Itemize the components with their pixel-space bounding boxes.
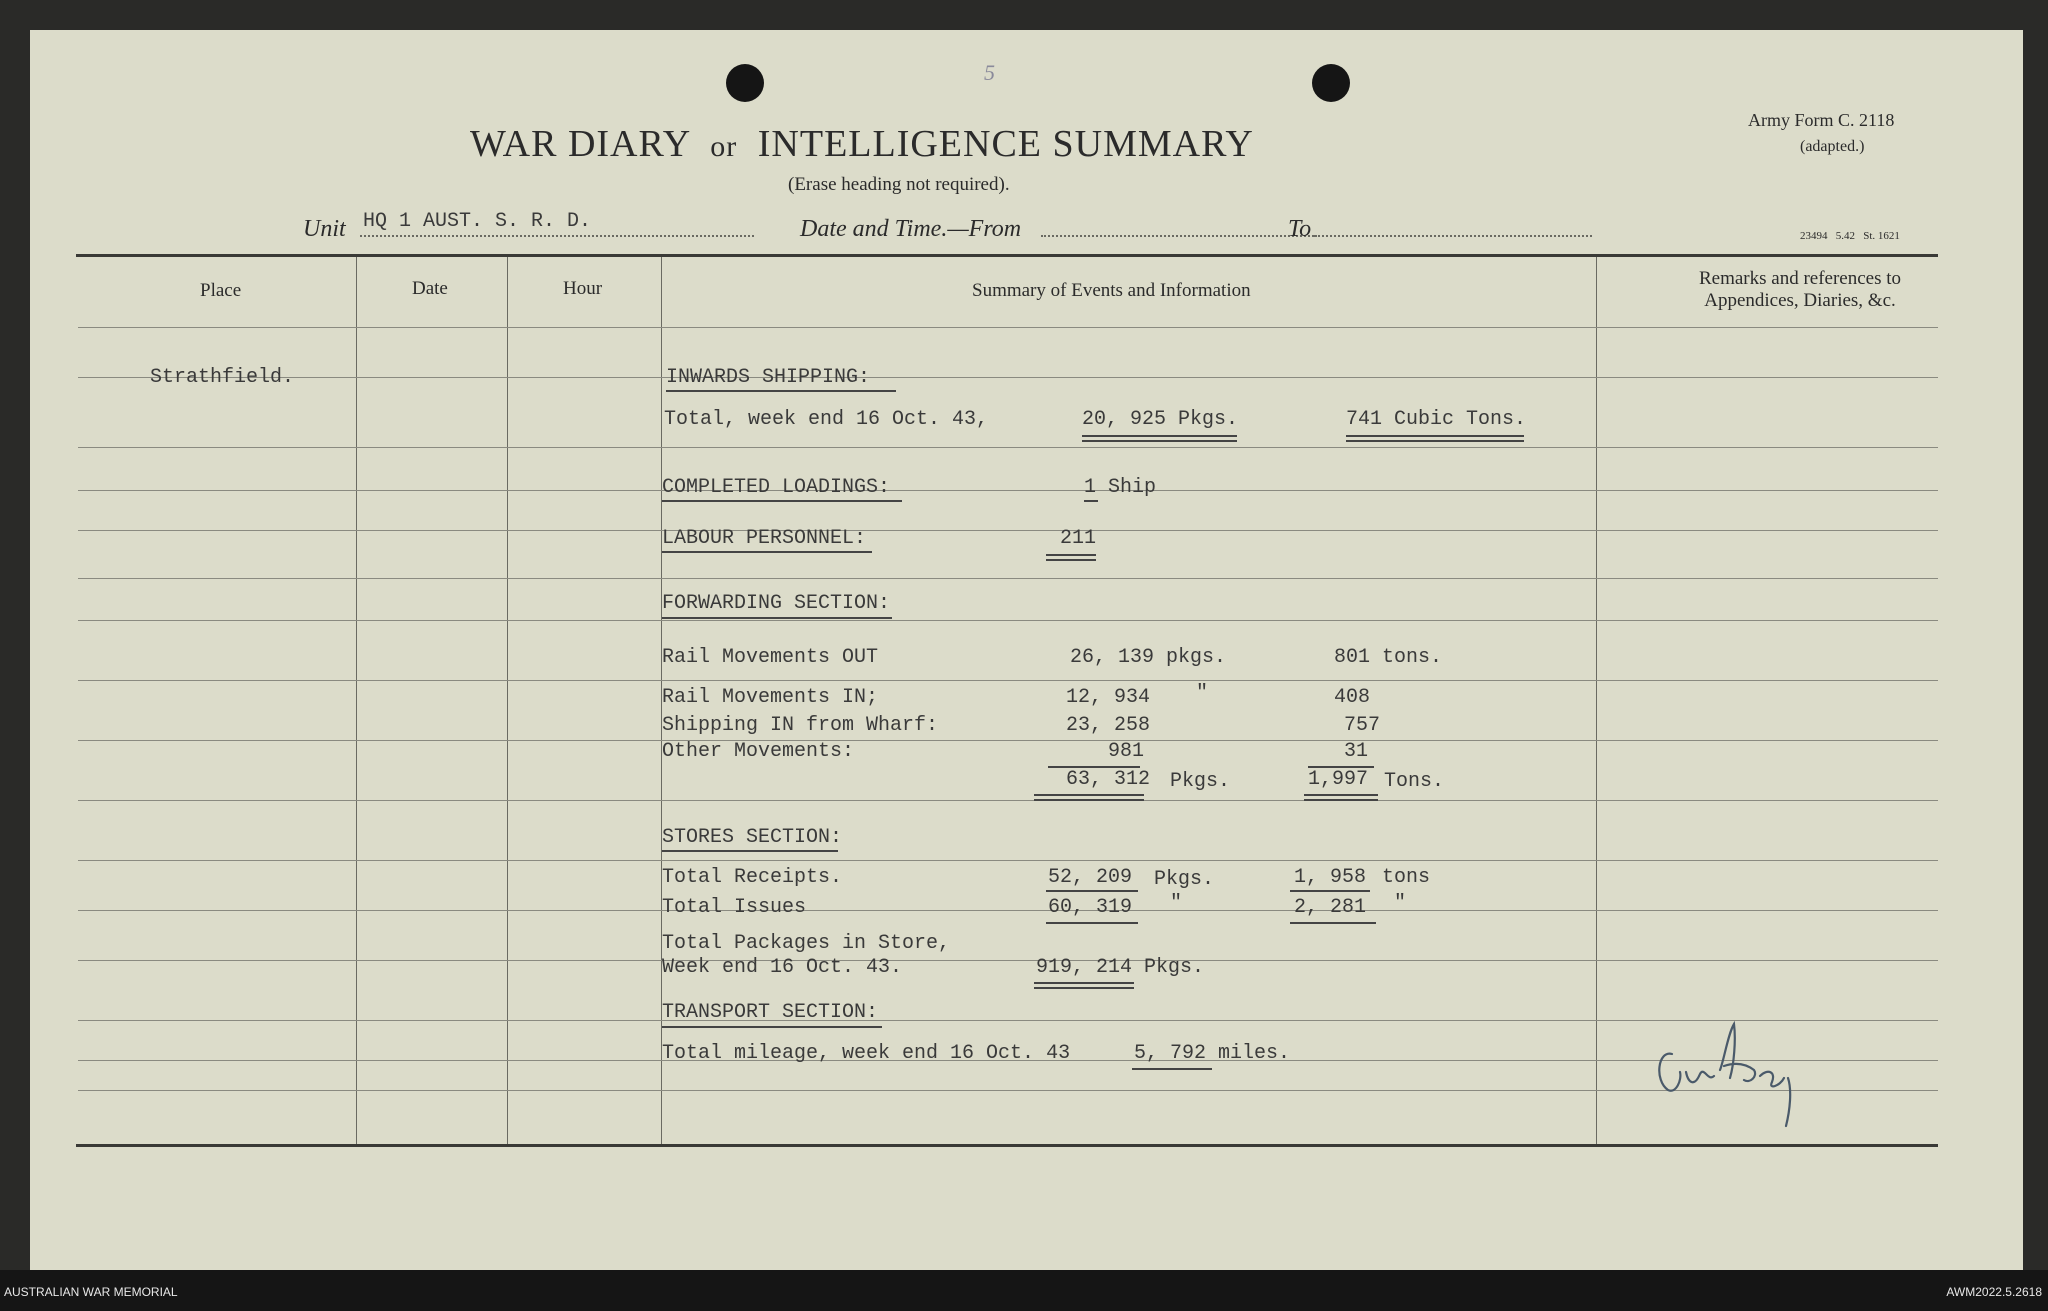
inwards-tons: 741 Cubic Tons.	[1346, 408, 1527, 431]
fwd-row-3-label: Shipping IN from Wharf:	[662, 714, 939, 737]
inwards-heading: INWARDS SHIPPING:	[666, 366, 871, 389]
stores-issues-tons: 2, 281	[1294, 896, 1367, 919]
place-entry: Strathfield.	[150, 366, 295, 389]
underline	[1304, 794, 1378, 796]
underline	[1034, 799, 1144, 801]
stores-in-store-value: 919, 214 Pkgs.	[1036, 956, 1205, 979]
underline	[1290, 922, 1376, 924]
underline	[662, 617, 892, 619]
stores-receipts-unit: Pkgs.	[1154, 868, 1215, 891]
to-dotted-line	[1314, 235, 1592, 237]
transport-label: Total mileage, week end 16 Oct. 43	[662, 1042, 1071, 1065]
ruled-line	[78, 860, 1938, 861]
unit-dotted-line	[360, 235, 754, 237]
underline	[1046, 890, 1138, 892]
form-id: Army Form C. 2118	[1748, 110, 1895, 130]
form-adapted: (adapted.)	[1800, 138, 1865, 155]
fwd-row-4-label: Other Movements:	[662, 740, 855, 763]
underline	[1084, 500, 1098, 502]
underline	[662, 850, 838, 852]
underline	[1304, 799, 1378, 801]
ruled-line	[78, 680, 1938, 681]
underline	[1082, 440, 1237, 442]
fwd-total-tons: 1,997	[1308, 768, 1369, 791]
fwd-row-4-pkgs: 981	[1108, 740, 1145, 763]
ruled-line	[78, 530, 1938, 531]
header-remarks-line2: Appendices, Diaries, &c.	[1704, 290, 1896, 311]
stores-issues-pkgs: 60, 319	[1048, 896, 1133, 919]
header-remarks-line1: Remarks and references to	[1698, 268, 1902, 289]
fwd-row-2-ditto: "	[1196, 682, 1209, 705]
header-date: Date	[412, 278, 448, 299]
underline	[1046, 554, 1096, 556]
punch-hole-left	[726, 64, 764, 102]
forwarding-heading: FORWARDING SECTION:	[662, 592, 891, 615]
war-diary-form	[30, 30, 2023, 1270]
transport-value: 5, 792	[1134, 1042, 1207, 1065]
transport-unit: miles.	[1218, 1042, 1291, 1065]
underline	[1346, 440, 1524, 442]
underline	[1034, 794, 1144, 796]
footer-right: AWM2022.5.2618	[1946, 1285, 2042, 1299]
fwd-row-1-label: Rail Movements OUT	[662, 646, 879, 669]
stores-issues-label: Total Issues	[662, 896, 807, 919]
erase-note: (Erase heading not required).	[788, 174, 1010, 195]
completed-heading: COMPLETED LOADINGS:	[662, 476, 891, 499]
fwd-row-2-tons: 408	[1334, 686, 1371, 709]
inwards-label: Total, week end 16 Oct. 43,	[664, 408, 989, 431]
fwd-row-4-tons: 31	[1344, 740, 1369, 763]
footer-bar	[0, 1270, 2048, 1311]
fwd-row-3-tons: 757	[1344, 714, 1381, 737]
unit-label: Unit	[303, 216, 346, 242]
stores-receipts-pkgs: 52, 209	[1048, 866, 1133, 889]
underline	[662, 500, 902, 502]
punch-hole-right	[1312, 64, 1350, 102]
underline	[1132, 1068, 1212, 1070]
table-bottom-rule	[76, 1144, 1938, 1147]
fwd-row-3-pkgs: 23, 258	[1066, 714, 1151, 737]
stores-receipts-label: Total Receipts.	[662, 866, 843, 889]
header-summary: Summary of Events and Information	[972, 280, 1251, 301]
title-war-diary: WAR DIARY	[470, 123, 690, 165]
page-number: 5	[984, 60, 995, 85]
labour-heading: LABOUR PERSONNEL:	[662, 527, 867, 550]
col-divider-place	[356, 257, 357, 1144]
stores-receipts-tons-unit: tons	[1382, 866, 1431, 889]
underline	[1046, 559, 1096, 561]
transport-heading: TRANSPORT SECTION:	[662, 1001, 879, 1024]
col-divider-summary	[1596, 257, 1597, 1144]
underline	[1034, 982, 1134, 984]
stores-heading: STORES SECTION:	[662, 826, 843, 849]
unit-value: HQ 1 AUST. S. R. D.	[363, 210, 592, 233]
completed-value: 1 Ship	[1084, 476, 1157, 499]
ruled-line	[78, 327, 1938, 328]
signature	[1650, 1020, 1820, 1130]
underline	[662, 551, 872, 553]
fwd-row-2-pkgs: 12, 934	[1066, 686, 1151, 709]
form-title	[470, 122, 1254, 166]
ruled-line	[78, 740, 1938, 741]
ruled-line	[78, 377, 1938, 378]
fwd-row-1-tons: 801 tons.	[1334, 646, 1443, 669]
ruled-line	[78, 490, 1938, 491]
date-time-label: Date and Time.—From	[800, 216, 1022, 242]
title-or: or	[710, 130, 738, 163]
fwd-row-2-label: Rail Movements IN;	[662, 686, 879, 709]
ruled-line	[78, 800, 1938, 801]
ruled-line	[78, 910, 1938, 911]
print-code: 23494 5.42 St. 1621	[1800, 230, 1900, 242]
ruled-line	[78, 960, 1938, 961]
ruled-line	[78, 578, 1938, 579]
to-label: To	[1288, 216, 1312, 242]
stores-receipts-tons: 1, 958	[1294, 866, 1367, 889]
fwd-total-pkgs: 63, 312	[1066, 768, 1151, 791]
from-dotted-line	[1041, 235, 1317, 237]
labour-value: 211	[1060, 527, 1097, 550]
stores-week-label: Week end 16 Oct. 43.	[662, 956, 903, 979]
header-hour: Hour	[563, 278, 603, 299]
header-remarks	[1650, 268, 1950, 312]
underline	[1034, 987, 1134, 989]
underline	[1082, 435, 1237, 437]
underline	[666, 390, 896, 392]
underline	[662, 1026, 882, 1028]
ruled-line	[78, 620, 1938, 621]
underline	[1290, 890, 1370, 892]
ruled-line	[78, 447, 1938, 448]
title-intelligence-summary: INTELLIGENCE SUMMARY	[757, 123, 1254, 165]
col-divider-date	[507, 257, 508, 1144]
stores-issues-ditto: "	[1170, 892, 1183, 915]
underline	[1046, 922, 1138, 924]
header-place: Place	[200, 280, 242, 301]
fwd-row-1-pkgs: 26, 139 pkgs.	[1070, 646, 1227, 669]
stores-in-store-label: Total Packages in Store,	[662, 932, 951, 955]
inwards-pkgs: 20, 925 Pkgs.	[1082, 408, 1239, 431]
footer-left: AUSTRALIAN WAR MEMORIAL	[4, 1285, 178, 1299]
stores-issues-tons-ditto: "	[1394, 892, 1407, 915]
fwd-tons-unit: Tons.	[1384, 770, 1445, 793]
fwd-pkgs-unit: Pkgs.	[1170, 770, 1231, 793]
underline	[1346, 435, 1524, 437]
